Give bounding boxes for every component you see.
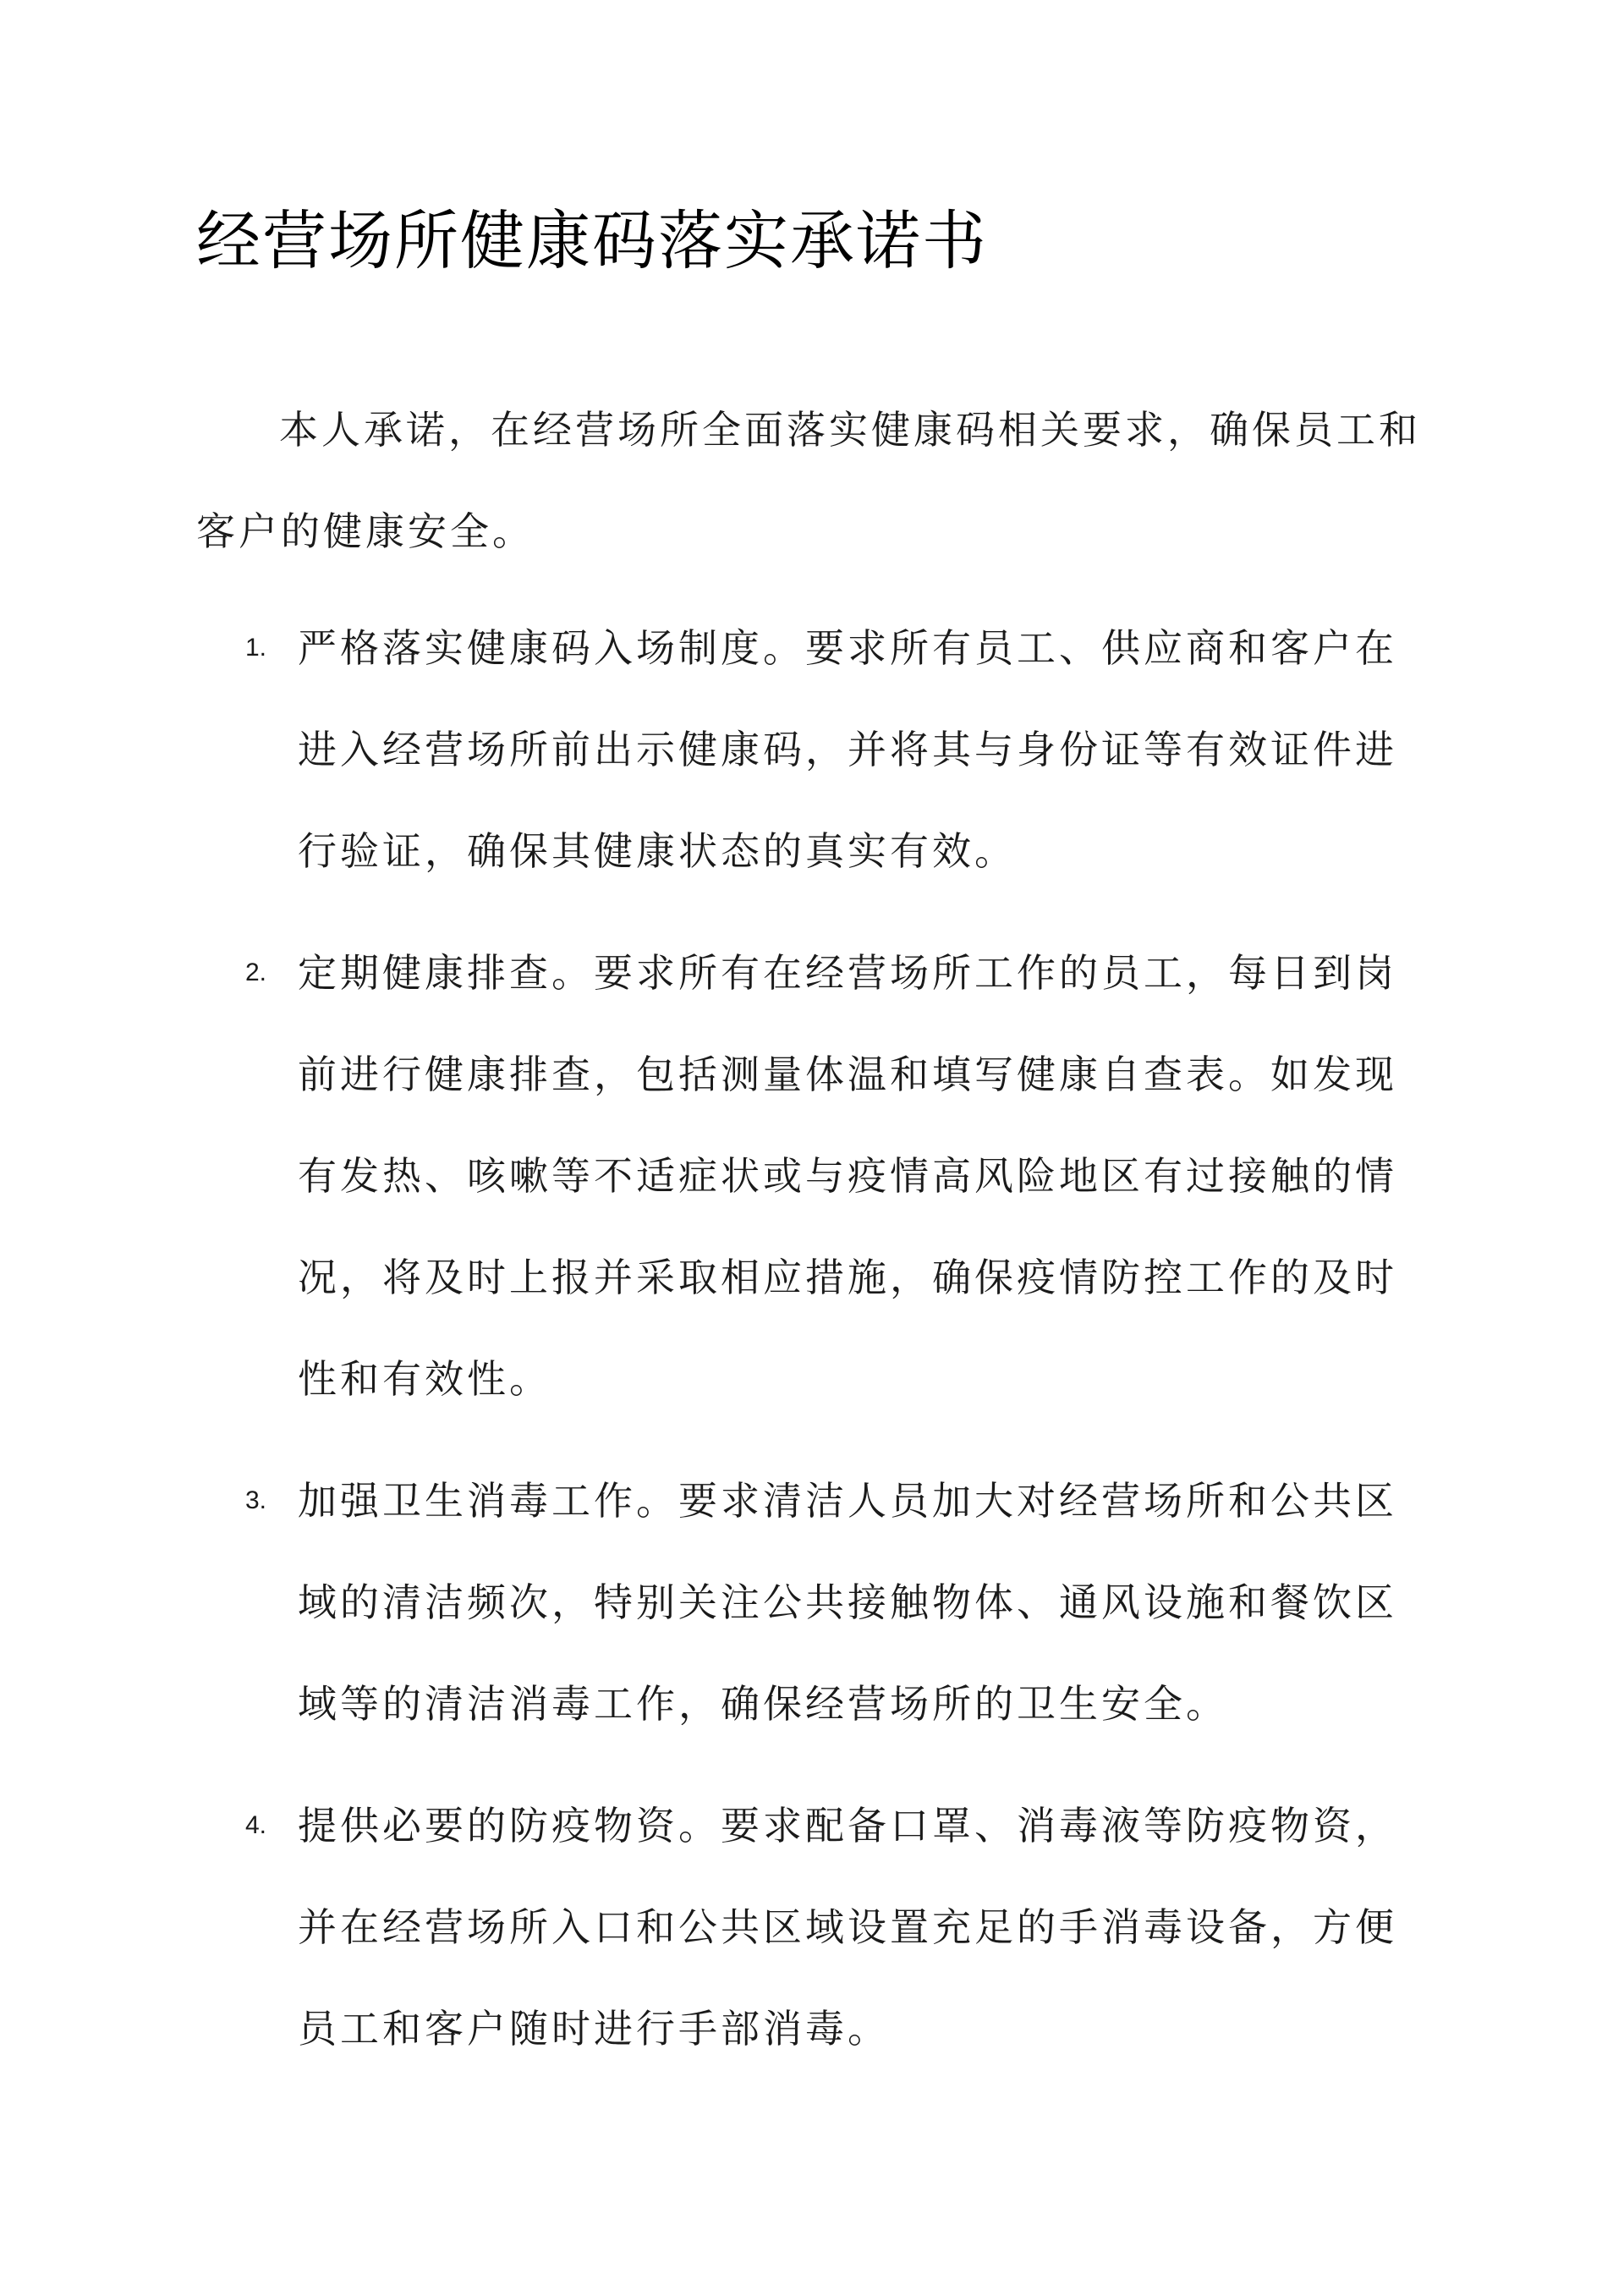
list-item-number: 4. (245, 1811, 267, 1839)
list-item-number: 3. (245, 1486, 267, 1514)
intro-paragraph: 本人承诺，在经营场所全面落实健康码相关要求，确保员工和客户的健康安全。 (196, 407, 1421, 554)
list-item-text: 提供必要的防疫物资。要求配备口罩、消毒液等防疫物资，并在经营场所入口和公共区域设置充足的手消毒设备，方便员工和客户随时进行手部消毒。 (298, 1803, 1397, 2052)
document-title: 经营场所健康码落实承诺书 (196, 203, 988, 278)
list-item-text: 加强卫生消毒工作。要求清洁人员加大对经营场所和公共区域的清洁频次，特别关注公共接触物体、通风设施和餐饮区域等的清洁消毒工作，确保经营场所的卫生安全。 (298, 1478, 1397, 1727)
list-item-number: 1. (245, 634, 267, 662)
list-item-number: 2. (245, 958, 267, 986)
list-item-text: 严格落实健康码入场制度。要求所有员工、供应商和客户在进入经营场所前出示健康码，并将其与身份证等有效证件进行验证，确保其健康状态的真实有效。 (298, 625, 1397, 874)
list-item-text: 定期健康排查。要求所有在经营场所工作的员工，每日到岗前进行健康排查，包括测量体温和填写健康自查表。如发现有发热、咳嗽等不适症状或与疫情高风险地区有过接触的情况，将及时上报并采取相应措施，确保疫情防控工作的及时性和有效性。 (298, 950, 1397, 1402)
